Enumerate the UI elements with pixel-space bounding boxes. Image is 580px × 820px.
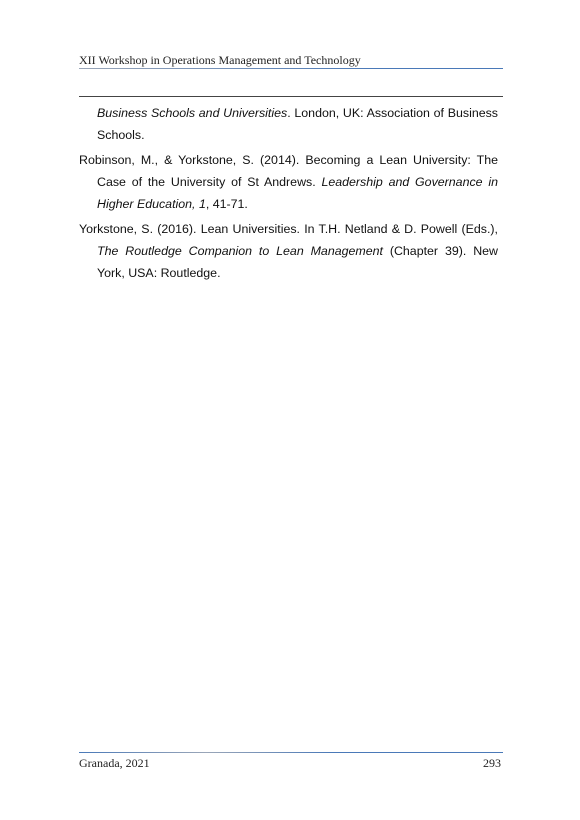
reference-item <box>79 149 498 215</box>
reference-item <box>79 218 498 284</box>
reference-italic-text: Business Schools and Universities <box>97 106 288 120</box>
reference-text: Robinson, M., & Yorkstone, S. (2014). Becoming a Lean University: The Case of the University of St Andrews. <box>79 153 498 189</box>
reference-item <box>79 102 498 146</box>
running-header: XII Workshop in Operations Management and Technology <box>79 53 361 67</box>
reference-text: . London, UK: Association of Business Schools. <box>97 106 498 142</box>
reference-text: , 41-71. <box>205 197 248 211</box>
reference-text: Yorkstone, S. (2016). Lean Universities. In T.H. Netland & D. Powell (Eds.), <box>79 222 498 236</box>
page-number: 293 <box>483 756 501 770</box>
reference-text: (Chapter 39). New York, USA: Routledge. <box>97 244 498 280</box>
footer-rule <box>79 752 503 753</box>
footer-location: Granada, 2021 <box>79 756 150 770</box>
reference-italic-text: Leadership and Governance in Higher Education, 1 <box>97 175 498 211</box>
header-rule <box>79 68 503 69</box>
content-top-rule <box>79 96 503 97</box>
reference-italic-text: The Routledge Companion to Lean Management <box>97 244 383 258</box>
references-list <box>79 102 498 287</box>
